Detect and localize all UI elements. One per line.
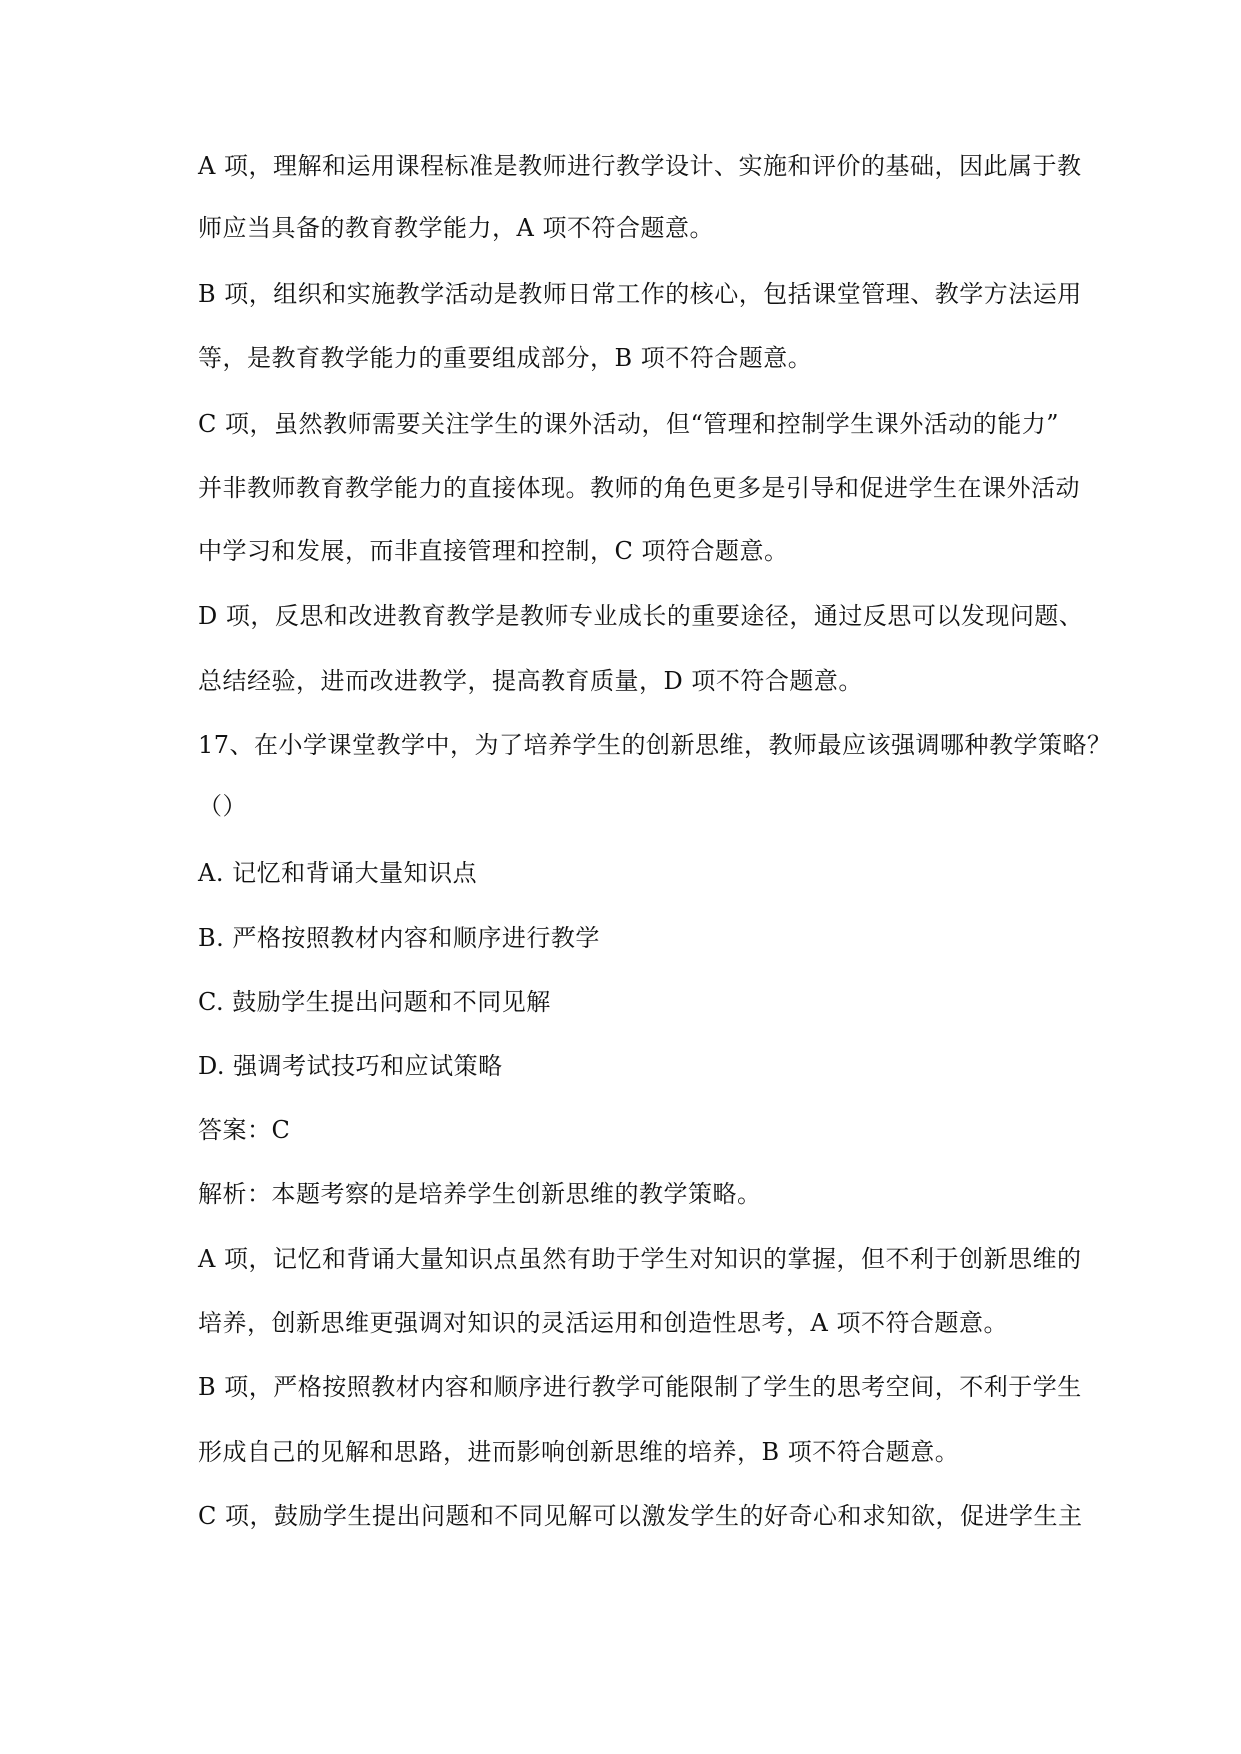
option-d: D. 强调考试技巧和应试策略 — [198, 1052, 503, 1080]
text-line: 师应当具备的教育教学能力，A 项不符合题意。 — [198, 214, 714, 242]
text-line: A 项，理解和运用课程标准是教师进行教学设计、实施和评价的基础，因此属于教 — [198, 152, 1082, 180]
text-line: 总结经验，进而改进教学，提高教育质量，D 项不符合题意。 — [198, 667, 863, 695]
text-line: 等，是教育教学能力的重要组成部分，B 项不符合题意。 — [198, 344, 813, 372]
text-line: 形成自己的见解和思路，进而影响创新思维的培养，B 项不符合题意。 — [198, 1438, 960, 1466]
text-line: B 项，严格按照教材内容和顺序进行教学可能限制了学生的思考空间，不利于学生 — [198, 1373, 1082, 1401]
question-title: 17、在小学课堂教学中，为了培养学生的创新思维，教师最应该强调哪种教学策略？ — [198, 731, 1112, 759]
text-line: C 项，虽然教师需要关注学生的课外活动，但“管理和控制学生课外活动的能力” — [198, 410, 1060, 438]
text-line: A 项，记忆和背诵大量知识点虽然有助于学生对知识的掌握，但不利于创新思维的 — [198, 1245, 1082, 1273]
answer: 答案：C — [198, 1116, 291, 1144]
text-line: D 项，反思和改进教育教学是教师专业成长的重要途径，通过反思可以发现问题、 — [198, 602, 1084, 630]
option-a: A. 记忆和背诵大量知识点 — [198, 859, 478, 887]
text-line: C 项，鼓励学生提出问题和不同见解可以激发学生的好奇心和求知欲，促进学生主 — [198, 1502, 1083, 1530]
analysis-intro: 解析：本题考察的是培养学生创新思维的教学策略。 — [198, 1180, 762, 1208]
text-line: 中学习和发展，而非直接管理和控制，C 项符合题意。 — [198, 537, 789, 565]
answer-blank: （） — [198, 792, 247, 820]
text-line: B 项，组织和实施教学活动是教师日常工作的核心，包括课堂管理、教学方法运用 — [198, 280, 1082, 308]
option-c: C. 鼓励学生提出问题和不同见解 — [198, 988, 551, 1016]
text-line: 并非教师教育教学能力的直接体现。教师的角色更多是引导和促进学生在课外活动 — [198, 474, 1080, 502]
text-line: 培养，创新思维更强调对知识的灵活运用和创造性思考，A 项不符合题意。 — [198, 1309, 1008, 1337]
option-b: B. 严格按照教材内容和顺序进行教学 — [198, 924, 600, 952]
